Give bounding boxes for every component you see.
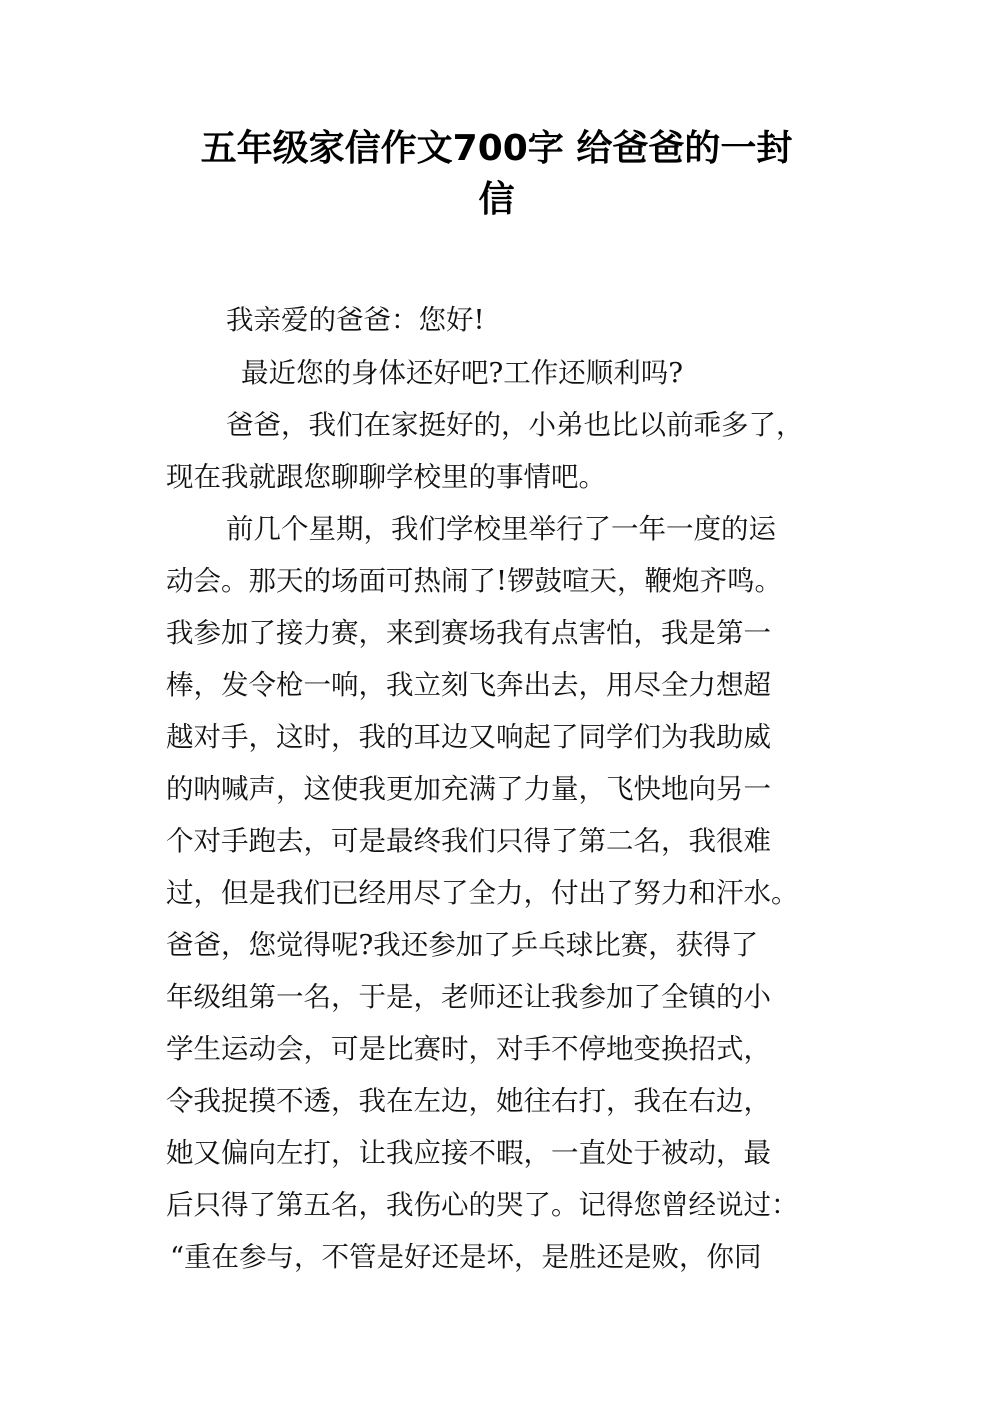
body-line: 的呐喊声，这使我更加充满了力量，飞快地向另一	[166, 773, 771, 805]
body-line: 后只得了第五名，我伤心的哭了。记得您曾经说过：	[166, 1189, 799, 1221]
body-line: 现在我就跟您聊聊学校里的事情吧。	[166, 461, 606, 493]
body-line: 动会。那天的场面可热闹了!锣鼓喧天，鞭炮齐鸣。	[166, 565, 783, 597]
body-line: 最近您的身体还好吧?工作还顺利吗?	[241, 357, 683, 389]
body-line: 我参加了接力赛，来到赛场我有点害怕，我是第一	[166, 617, 771, 649]
title-line-2: 信	[478, 179, 515, 220]
body-line: 过，但是我们已经用尽了全力，付出了努力和汗水。	[166, 877, 799, 909]
body-line: “重在参与，不管是好还是坏，是胜还是败，你同	[170, 1241, 762, 1273]
body-line: 年级组第一名，于是，老师还让我参加了全镇的小	[166, 981, 771, 1013]
body-line: 令我捉摸不透，我在左边，她往右打，我在右边，	[166, 1085, 771, 1117]
body-line: 爸爸，我们在家挺好的，小弟也比以前乖多了，	[226, 409, 804, 441]
body-line: 个对手跑去，可是最终我们只得了第二名，我很难	[166, 825, 771, 857]
body-line: 爸爸，您觉得呢?我还参加了乒乓球比赛，获得了	[166, 929, 759, 961]
body-line: 棒，发令枪一响，我立刻飞奔出去，用尽全力想超	[166, 669, 771, 701]
title-line-1: 五年级家信作文700字 给爸爸的一封	[200, 128, 793, 169]
salutation: 我亲爱的爸爸：您好!	[226, 304, 485, 336]
body-line: 她又偏向左打，让我应接不暇，一直处于被动，最	[166, 1137, 771, 1169]
body-line: 越对手，这时，我的耳边又响起了同学们为我助威	[166, 721, 771, 753]
body-line: 前几个星期，我们学校里举行了一年一度的运	[226, 513, 776, 545]
body-line: 学生运动会，可是比赛时，对手不停地变换招式，	[166, 1033, 771, 1065]
